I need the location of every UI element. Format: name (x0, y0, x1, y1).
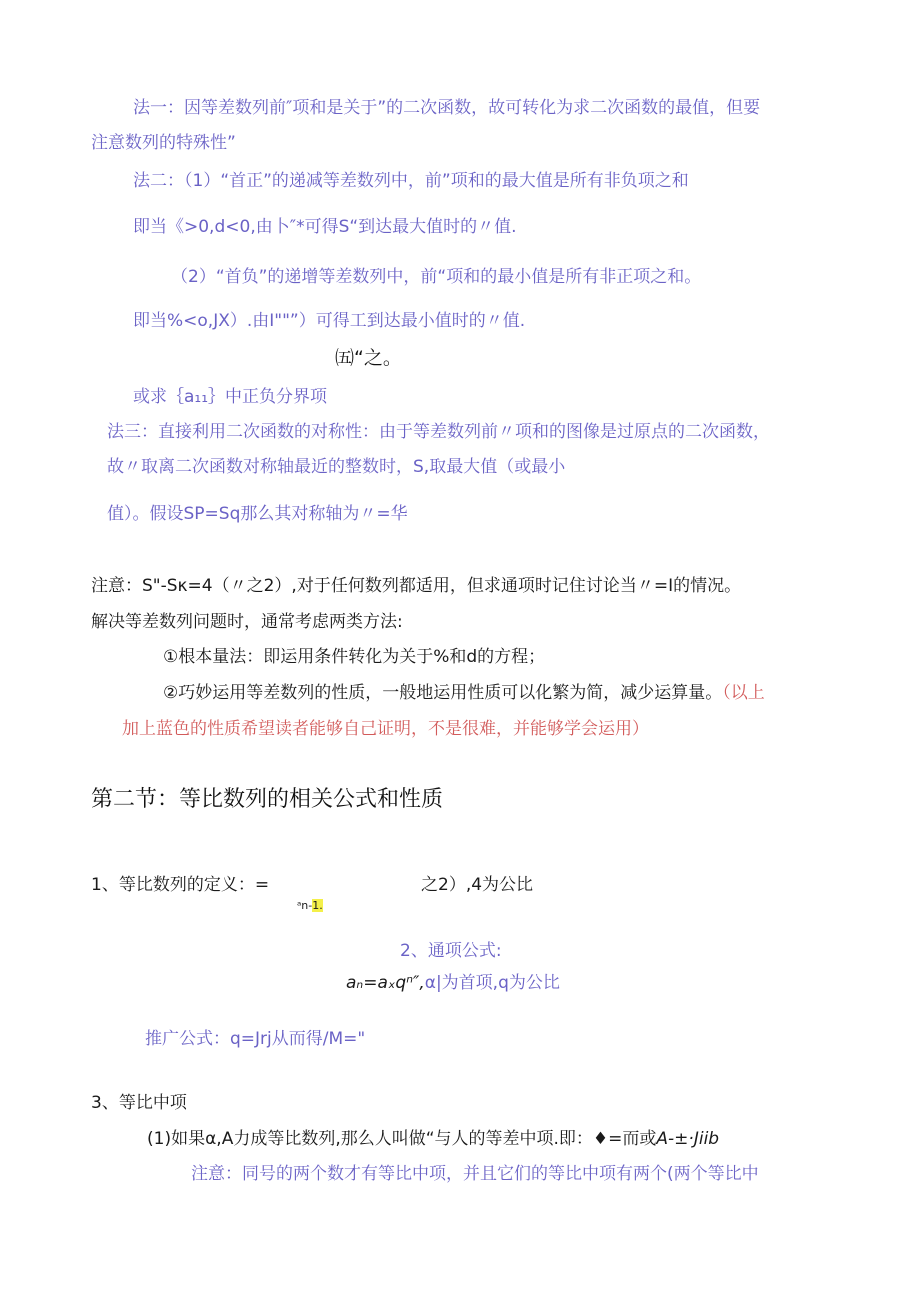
extension-formula: 推广公式：q=Jrj从而得/M=" (145, 1029, 366, 1049)
geometric-mean-note: 注意：同号的两个数才有等比中项，并且它们的等比中项有两个(两个等比中 (191, 1164, 759, 1184)
geometric-mean-item1-formula: A-±·Jiib (656, 1129, 720, 1149)
notes-item2-red-start: （以上 (722, 683, 765, 703)
definition-subscript-highlight: 1. (312, 899, 323, 912)
definition-subscript (297, 899, 323, 913)
geometric-mean-title: 3、等比中项 (91, 1093, 187, 1113)
geometric-mean-item1 (147, 1128, 719, 1150)
notes-line1: 注意：S"-Sκ=4（〃之2）,对于任何数列都适用，但求通项时记住讨论当〃=I的情况。 (91, 576, 742, 596)
general-term-formula: aₙ=aₓqⁿ″, (346, 973, 425, 993)
notes-item2 (163, 682, 765, 704)
notes-item2-text: ②巧妙运用等差数列的性质，一般地运用性质可以化繁为简，减少运算量。 (163, 683, 723, 703)
method3-line1: 法三：直接利用二次函数的对称性：由于等差数列前〃项和的图像是过原点的二次函数， (107, 422, 770, 442)
definition-subscript-a: ᵃn- (297, 899, 313, 912)
definition-label: 1、等比数列的定义：= (91, 875, 270, 895)
method2-line6: 或求｛a₁₁｝中正负分界项 (133, 387, 328, 407)
section-title: 第二节：等比数列的相关公式和性质 (91, 787, 444, 812)
general-term-formula-line (346, 972, 560, 994)
definition-right: 之2）,4为公比 (421, 875, 534, 895)
method3-line3: 值）。假设SP=Sq那么其对称轴为〃=华 (107, 504, 408, 524)
geometric-mean-item1-text: (1)如果α,A力成等比数列,那么人叫做“与人的等差中项.即：♦=而或 (147, 1129, 657, 1149)
method1-line2: 注意数列的特殊性” (91, 133, 236, 153)
method3-line2: 故〃取离二次函数对称轴最近的整数时，S,取最大值（或最小 (107, 457, 566, 477)
notes-item1: ①根本量法：即运用条件转化为关于%和d的方程； (163, 647, 546, 667)
method2-line1: 法二：（1）“首正”的递减等差数列中，前”项和的最大值是所有非负项之和 (133, 171, 689, 191)
method2-line3: （2）“首负”的递增等差数列中，前“项和的最小值是所有非正项之和。 (171, 267, 702, 287)
notes-item2-red-continued: 加上蓝色的性质希望读者能够自己证明，不是很难，并能够学会运用） (122, 719, 649, 739)
method2-line2: 即当《>0,d<0,由卜″*可得S“到达最大值时的〃值. (133, 217, 517, 237)
general-term-title: 2、通项公式: (400, 941, 502, 961)
method1-line1: 法一：因等差数列前″项和是关于”的二次函数，故可转化为求二次函数的最值，但要 (133, 98, 761, 118)
method2-line5: ㈤“之。 (335, 347, 402, 369)
notes-line2: 解决等差数列问题时，通常考虑两类方法: (91, 612, 403, 632)
general-term-description: α|为首项,q为公比 (424, 973, 560, 993)
method2-line4: 即当%<o,JX）.由I""”）可得工到达最小值时的〃值. (133, 311, 526, 331)
